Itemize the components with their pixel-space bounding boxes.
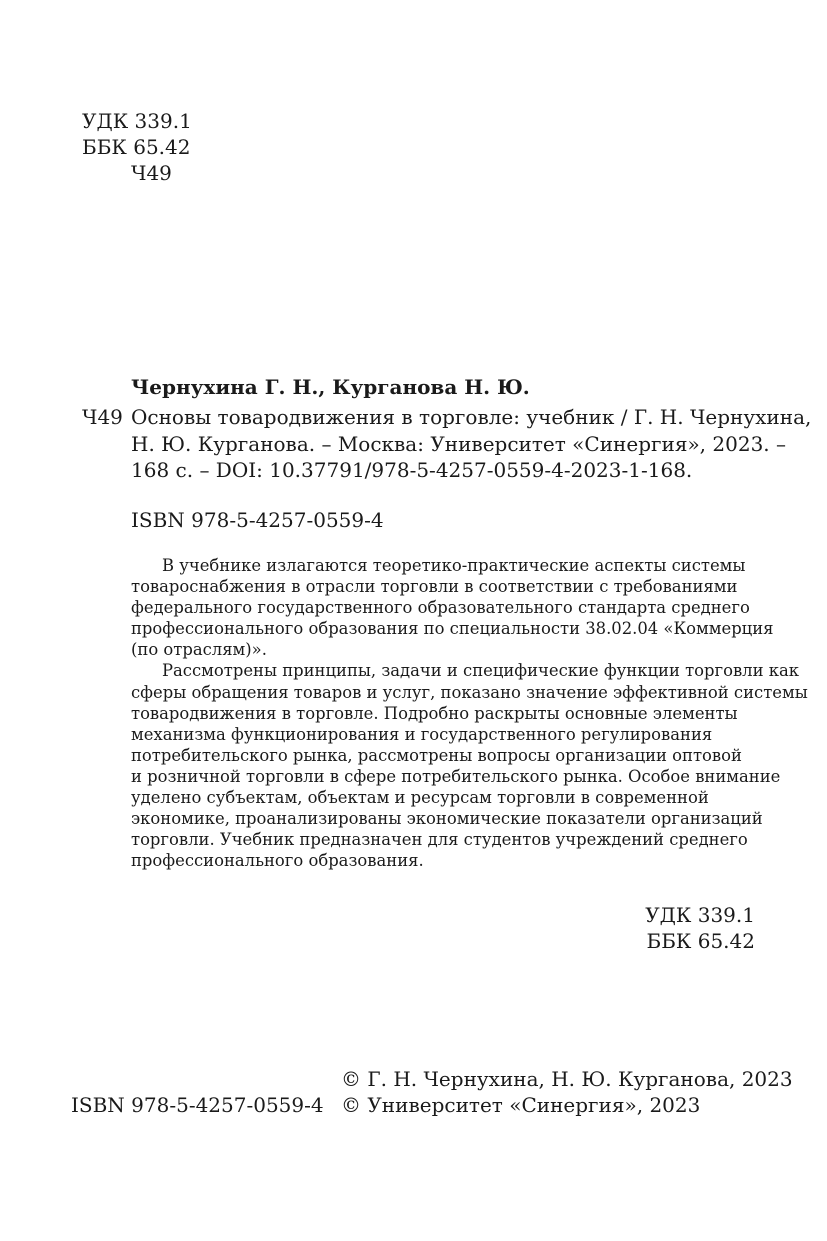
abstract-line: сферы обращения товаров и услуг, показано значение эффективной системы — [131, 682, 808, 702]
udk-code: УДК 339.1 — [82, 109, 192, 133]
author-sign-left: Ч49 — [82, 405, 123, 429]
copyright-authors: © Г. Н. Чернухина, Н. Ю. Курганова, 2023 — [341, 1067, 793, 1091]
classification-right — [645, 902, 755, 954]
abstract-line: и розничной торговли в сфере потребительского рынка. Особое внимание — [131, 766, 781, 786]
abstract-line: потребительского рынка, рассмотрены вопросы организации оптовой — [131, 745, 742, 765]
authors-heading: Чернухина Г. Н., Курганова Н. Ю. — [131, 375, 530, 399]
isbn-bottom: ISBN 978-5-4257-0559-4 — [71, 1093, 324, 1117]
udk-code-right: УДК 339.1 — [645, 903, 755, 927]
copyright-publisher: © Университет «Синергия», 2023 — [341, 1093, 701, 1117]
abstract-line: торговли. Учебник предназначен для студентов учреждений среднего — [131, 830, 748, 850]
abstract-line: В учебнике излагаются теоретико-практические аспекты системы — [162, 556, 746, 575]
copyright-block — [341, 1066, 793, 1118]
abstract-line: товароснабжения в отрасли торговли в соответствии с требованиями — [131, 577, 738, 597]
abstract-line: механизма функционирования и государственного регулирования — [131, 724, 713, 744]
classification-block — [82, 108, 192, 186]
author-sign: Ч49 — [131, 161, 172, 185]
bbk-code: ББК 65.42 — [82, 135, 191, 159]
abstract-line: Рассмотрены принципы, задачи и специфические функции торговли как — [162, 661, 799, 681]
abstract-line: товародвижения в торговле. Подробно раскрыты основные элементы — [131, 703, 738, 723]
bibliographic-description — [131, 404, 812, 484]
bib-line: 168 с. – DOI: 10.37791/978-5-4257-0559-4-2023-1-168. — [131, 458, 693, 482]
bib-line: Н. Ю. Курганова. – Москва: Университет «Синергия», 2023. – — [131, 431, 787, 456]
abstract-line: профессионального образования. — [131, 851, 424, 871]
abstract — [131, 555, 808, 871]
bib-line: Основы товародвижения в торговле: учебник / Г. Н. Чернухина, — [131, 405, 812, 429]
bbk-code-right: ББК 65.42 — [646, 929, 755, 953]
abstract-line: федерального государственного образовательного стандарта среднего — [131, 598, 750, 618]
abstract-line: (по отраслям)». — [131, 640, 267, 660]
isbn: ISBN 978-5-4257-0559-4 — [131, 508, 384, 532]
abstract-line: уделено субъектам, объектам и ресурсам торговли в современной — [131, 788, 709, 808]
abstract-line: профессионального образования по специальности 38.02.04 «Коммерция — [131, 619, 774, 639]
abstract-line: экономике, проанализированы экономические показатели организаций — [131, 809, 763, 829]
